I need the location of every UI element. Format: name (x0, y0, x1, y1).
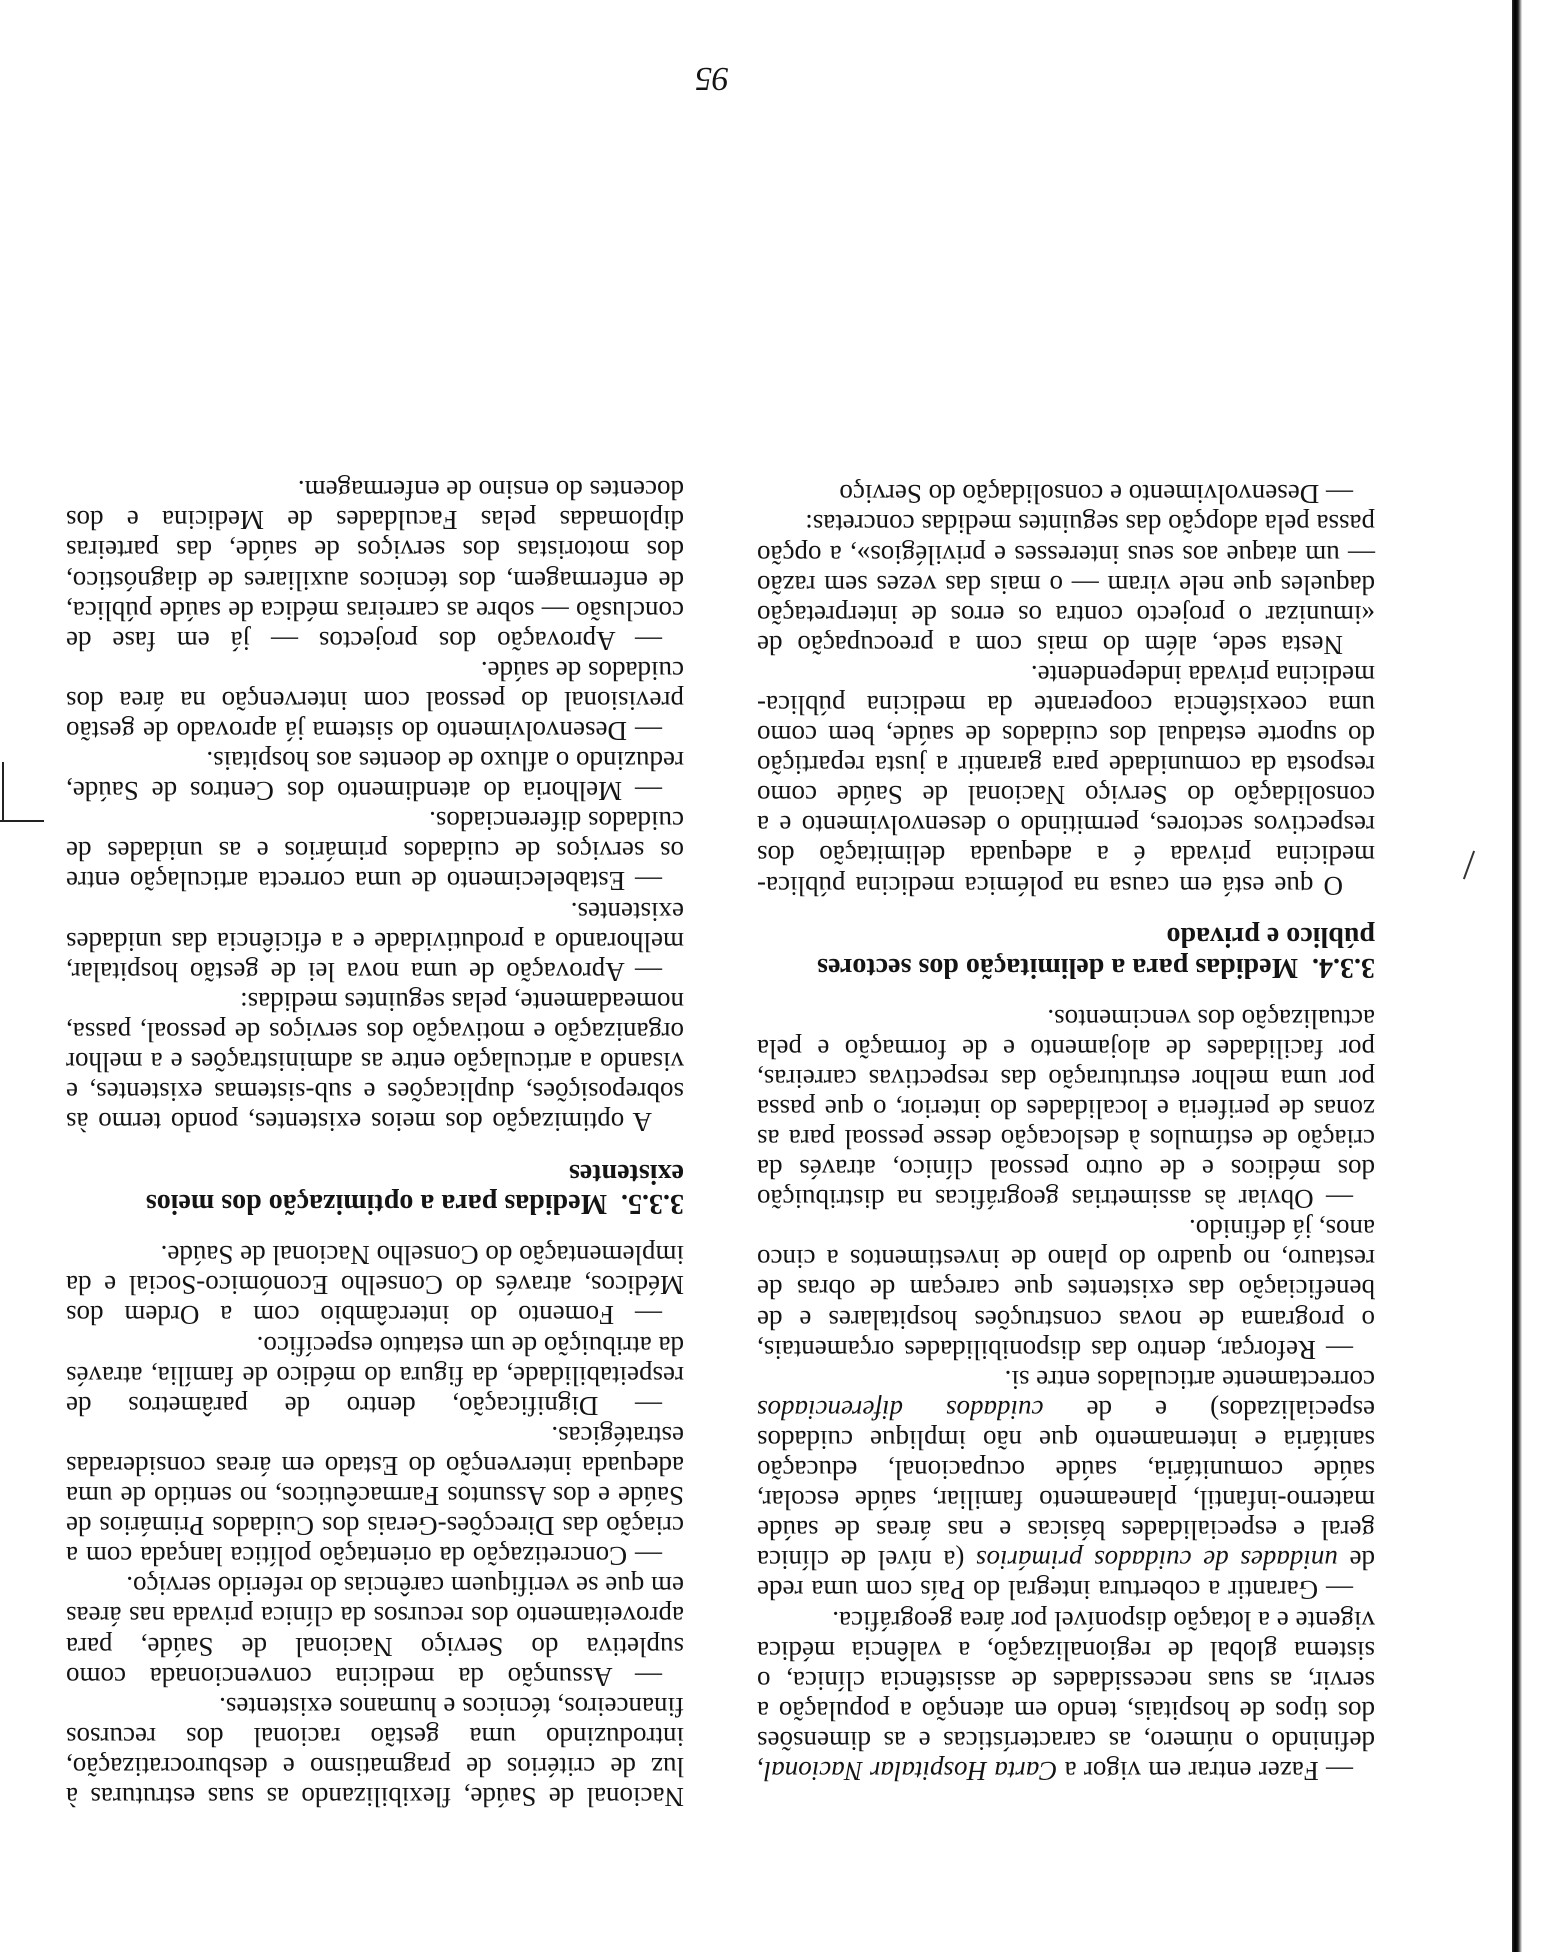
list-item-reforcar: — Reforçar, dentro das disponibilidades orçamentais, o programa de novas construções hospitalares e de beneficiação das existentes que careçam de obras de restauro, no quadro do plano de investimentos a cinco anos, já definido. (757, 1214, 1375, 1365)
paragraph: O que está em causa na polémica medicina pública-medicina privada é a adequada delimitação dos respectivos sectores, permitindo o desenvolvimento e a consolidação do Serviço Nacional de Saúde como resposta da comunidade para garantir a justa repartição do suporte estadual dos cuidados de saúde, bem como uma coexistência cooperante da medicina pública-medicina privada independente. (757, 659, 1375, 901)
scan-speck (1463, 851, 1475, 880)
paragraph: A optimização dos meios existentes, pondo termo às sobreposições, duplicações e sub-sistemas existentes, e visando a articulação entre as administrações e a melhor organização e motivação dos serviços de pessoal, passa, nomeadamente, pelas seguintes medidas: (66, 986, 684, 1138)
list-item-carta-hospitalar: — Fazer entrar em vigor a Carta Hospitalar Nacional, definindo o número, as características e as dimensões dos tipos de hospitais, tendo em atenção a população a servir, as suas necessidades de assistência clínica, o sistema global de regionalização, a valência médica vigente e a lotação disponível por área geográfica. (756, 1605, 1375, 1786)
section-heading-3-3-4: 3.3.4.Medidas para a delimitação dos sectores público e privado (817, 921, 1375, 983)
italic-term: unidades de cuidados primários (975, 1545, 1338, 1576)
list-item-gestao-previsional: — Desenvolvimento do sistema já aprovado de gestão previsional do pessoal com intervenção na área dos cuidados de saúde. (66, 655, 684, 746)
list-item-assuncao: — Assunção da medicina convencionada como supletiva do Serviço Nacional de Saúde, para aproveitamento dos recursos da clínica privada nas áreas em que se verifiquem carências do referido serviço. (66, 1571, 684, 1692)
scan-corner-mark (0, 820, 44, 822)
paragraph: Nesta sede, além do mais com a preocupação de «imunizar o projecto contra os erros de interpretação daqueles que nele viram — o mais das vezes sem razão — um ataque aos seus interesses e privilégios», a opção passa pela adopção das seguintes medidas concretas: (757, 509, 1375, 660)
list-item-projectos: — Aprovação dos projectos — já em fase de conclusão — sobre as carreiras médica de saúde pública, de enfermagem, dos técnicos auxiliares de diagnóstico, dos motoristas dos serviços de saúde, das parteiras diplomadas pelas Faculdades de Medicina e dos docentes do ensino de enfermagem. (66, 475, 684, 656)
section-heading-3-3-5: 3.3.5.Medidas para a optimização dos meios existentes (145, 1157, 684, 1220)
book-binding-edge (1512, 0, 1522, 1952)
list-item-cobertura: — Garantir a cobertura integral do País com uma rede de unidades de cuidados primários (a nível de clínica geral e especialidades básicas e nas áreas de saúde materno-infantil, planeamento familiar, saúde escolar, saúde comunitária, saúde ocupacional, educação sanitária e internamento que não implique cuidados especializados) e de cuidados diferenciados correctamente articulados entre si. (756, 1364, 1375, 1606)
list-item-concretizacao: — Concretização da orientação política lançada com a criação das Direcções-Gerais dos Cuidados Primários de Saúde e dos Assuntos Farmacêuticos, no sentido de uma adequada intervenção do Estado em áreas consideradas estratégicas. (66, 1420, 684, 1572)
page-number: 95 (695, 60, 729, 97)
paragraph-continued: Nacional de Saúde, flexibilizando as suas estruturas à luz de critérios de pragmatismo e desburocratização, introduzindo uma gestão racional dos recursos financeiros, técnicos e humanos existentes. (66, 1691, 684, 1812)
right-column (66, 475, 684, 1812)
scan-corner-mark-vertical (2, 762, 4, 822)
list-item-articulacao: — Estabelecimento de uma correcta articulação entre os serviços de cuidados primários e as unidades de cuidados diferenciados. (66, 806, 684, 897)
list-item-fomento: — Fomento do intercâmbio com a Ordem dos Médicos, através do Conselho Económico-Social e da implementação do Conselho Nacional de Saúde. (66, 1240, 684, 1331)
list-item-centros-saude: — Melhoria do atendimento dos Centros de Saúde, reduzindo o afluxo de doentes aos hospitais. (66, 746, 684, 807)
list-item-dignificacao: — Dignificação, dentro de parâmetros de respeitabilidade, da figura do médico de família, através da atribuição de um estatuto específico. (66, 1330, 684, 1421)
list-item-lei-gestao: — Aprovação de uma nova lei de gestão hospitalar, melhorando a produtividade e a eficiência das unidades existentes. (66, 896, 684, 987)
italic-term: Carta Hospitalar Nacional (763, 1756, 1058, 1786)
list-item-desenvolvimento: — Desenvolvimento e consolidação do Serviço (839, 479, 1353, 510)
list-item-obviar: — Obviar às assimetrias geográficas na distribuição dos médicos e de outro pessoal clínico, através da criação de estímulos à deslocação desse pessoal para as zonas de periferia e localidades do interior, o que passa por uma melhor estruturação das respectivas carreiras, por facilidades de alojamento e de formação e pela actualização dos vencimentos. (757, 1003, 1375, 1215)
italic-term: cuidados diferenciados (757, 1394, 1044, 1425)
left-column (757, 479, 1375, 1786)
